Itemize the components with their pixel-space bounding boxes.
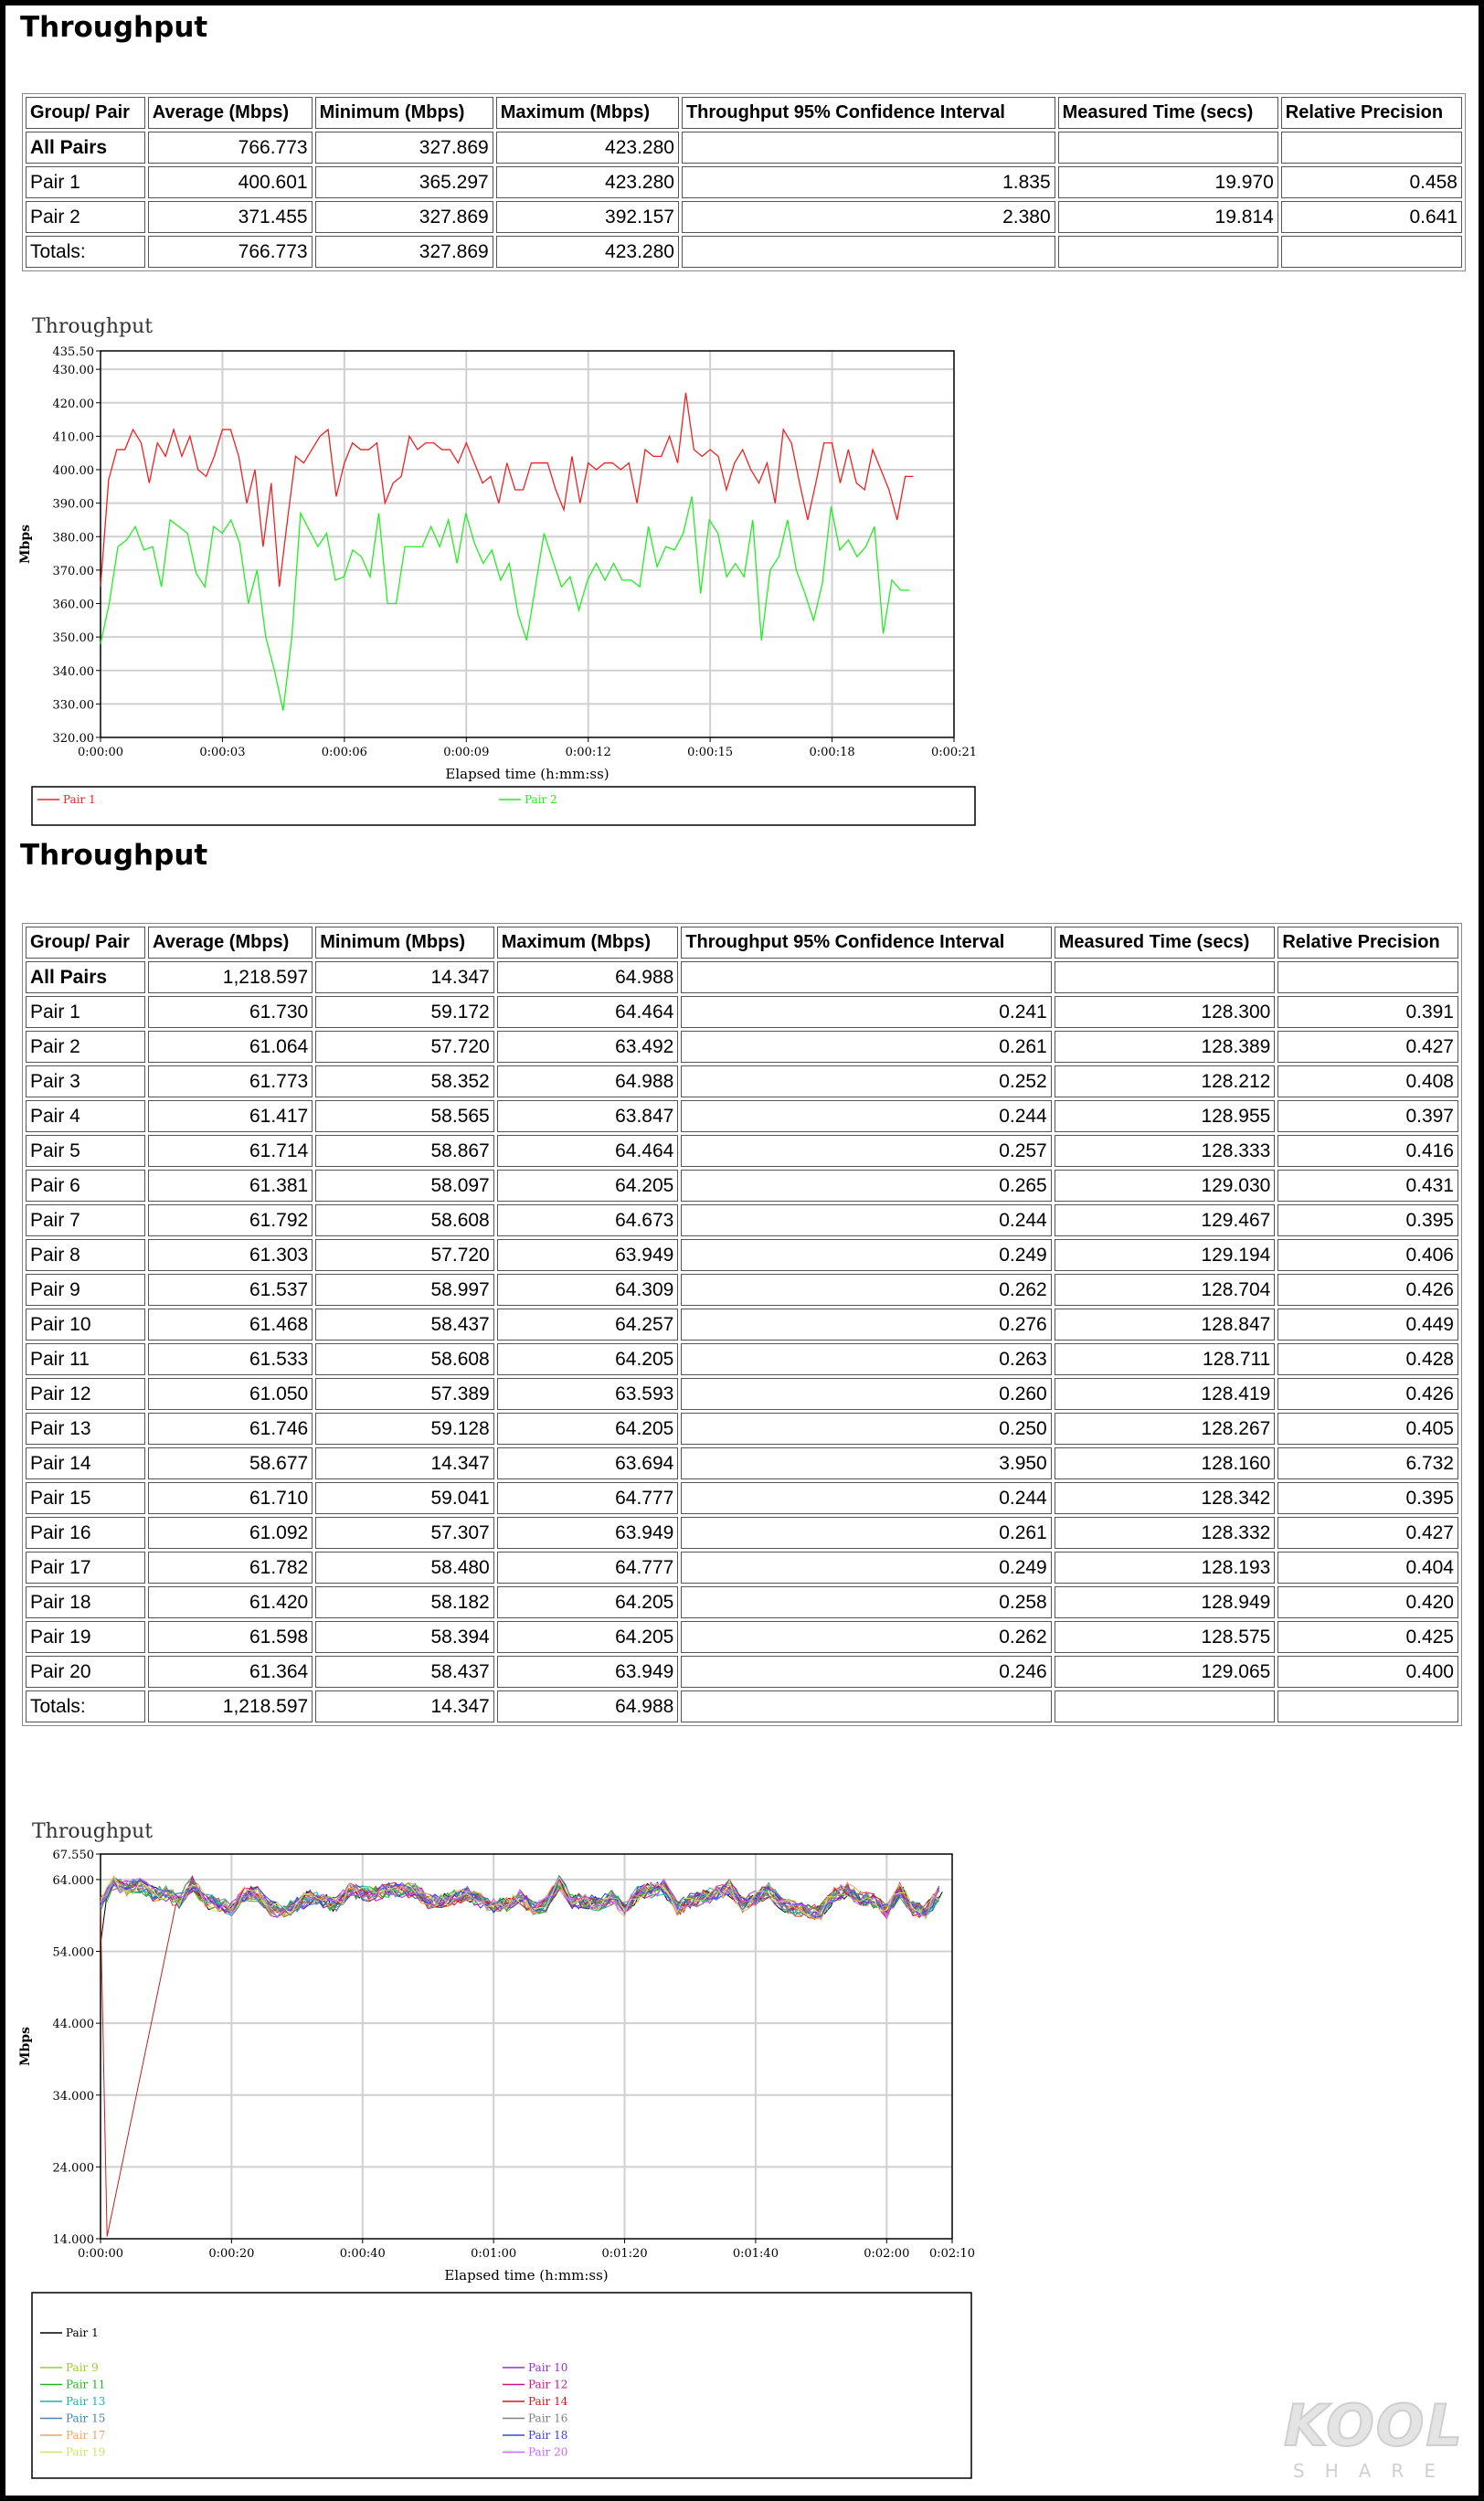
table-cell: 14.347 — [315, 1690, 494, 1722]
table-cell: 128.300 — [1055, 996, 1276, 1028]
x-tick-label: 0:00:15 — [687, 746, 734, 759]
table-row — [26, 1239, 1458, 1271]
table-cell: 128.342 — [1055, 1482, 1276, 1514]
table-cell: 64.988 — [497, 961, 679, 993]
table-cell: 61.468 — [148, 1309, 313, 1341]
y-tick-label: 34.000 — [52, 2089, 94, 2104]
table-cell: 61.746 — [148, 1413, 313, 1445]
x-tick-label: 0:02:10 — [928, 2247, 976, 2261]
table-cell: 128.160 — [1055, 1447, 1276, 1479]
table-cell: 2.380 — [682, 201, 1055, 233]
table-cell: 58.997 — [315, 1274, 494, 1306]
table-cell: 64.257 — [497, 1309, 679, 1341]
legend-box — [32, 787, 975, 825]
table-cell: 58.437 — [315, 1656, 494, 1688]
table-cell: 64.464 — [497, 996, 679, 1028]
table-cell: 61.417 — [148, 1100, 313, 1132]
table-cell: 58.480 — [315, 1552, 494, 1584]
y-tick-label: 340.00 — [52, 664, 94, 679]
table-cell: 128.704 — [1055, 1274, 1276, 1306]
table-cell: 128.267 — [1055, 1413, 1276, 1445]
table-cell: 0.431 — [1277, 1170, 1458, 1202]
table-cell: 61.533 — [148, 1343, 313, 1375]
table-cell: 0.262 — [681, 1274, 1051, 1306]
legend-label: Pair 9 — [66, 2361, 99, 2374]
table-cell: 400.601 — [148, 166, 313, 198]
column-header: Relative Precision — [1281, 97, 1462, 129]
y-tick-label: 430.00 — [52, 364, 94, 378]
table-cell: 365.297 — [315, 166, 493, 198]
legend-label: Pair 19 — [66, 2445, 106, 2459]
y-tick-label: 390.00 — [52, 497, 94, 512]
table-cell: 0.395 — [1277, 1482, 1458, 1514]
table-cell: 61.420 — [148, 1586, 313, 1618]
x-axis-label: Elapsed time (h:mm:ss) — [445, 766, 610, 782]
y-tick-label: 24.000 — [52, 2161, 94, 2176]
table-cell: 61.537 — [148, 1274, 313, 1306]
table-cell: 3.950 — [681, 1447, 1051, 1479]
table-cell — [1281, 236, 1462, 268]
table-cell: 129.065 — [1055, 1656, 1276, 1688]
y-tick-label: 410.00 — [52, 430, 94, 445]
table-cell: 0.395 — [1277, 1204, 1458, 1236]
column-header: Throughput 95% Confidence Interval — [681, 927, 1051, 959]
table-row — [26, 166, 1462, 198]
table-cell: 0.416 — [1277, 1135, 1458, 1167]
x-tick-label: 0:00:18 — [809, 746, 855, 759]
legend-label: Pair 1 — [63, 793, 96, 806]
table-cell: 0.426 — [1277, 1378, 1458, 1410]
table-cell: 64.205 — [497, 1343, 679, 1375]
table-cell: 128.389 — [1055, 1031, 1276, 1063]
x-tick-label: 0:01:40 — [732, 2247, 779, 2261]
row-label: Totals: — [26, 1690, 145, 1722]
table-row — [26, 1135, 1458, 1167]
column-header: Measured Time (secs) — [1058, 97, 1278, 129]
table-cell: 0.244 — [681, 1482, 1051, 1514]
table-cell: 59.041 — [315, 1482, 494, 1514]
row-label: Totals: — [26, 236, 145, 268]
legend-label: Pair 16 — [528, 2411, 568, 2425]
table-cell: 0.391 — [1277, 996, 1458, 1028]
table-cell: 61.364 — [148, 1656, 313, 1688]
table-cell: 0.276 — [681, 1309, 1051, 1341]
table-row — [26, 1100, 1458, 1132]
table-cell: 59.172 — [315, 996, 494, 1028]
table-cell: 0.258 — [681, 1586, 1051, 1618]
table-cell: 64.205 — [497, 1170, 679, 1202]
table-cell — [1058, 132, 1278, 164]
table-cell: 327.869 — [315, 236, 493, 268]
table-cell: 0.261 — [681, 1031, 1051, 1063]
table-cell: 128.949 — [1055, 1586, 1276, 1618]
table-row — [26, 1552, 1458, 1584]
table-row — [26, 1274, 1458, 1306]
table-cell: 423.280 — [496, 132, 679, 164]
table-cell: 61.381 — [148, 1170, 313, 1202]
table-cell — [1055, 1690, 1276, 1722]
table-row — [26, 1065, 1458, 1097]
table-row — [26, 996, 1458, 1028]
row-label: Pair 3 — [26, 1065, 145, 1097]
table-cell: 58.097 — [315, 1170, 494, 1202]
table-cell — [682, 236, 1055, 268]
y-axis-label: Mbps — [18, 2027, 33, 2066]
table-row — [26, 1343, 1458, 1375]
table-row — [26, 1170, 1458, 1202]
table-cell: 0.427 — [1277, 1517, 1458, 1549]
column-header: Minimum (Mbps) — [315, 97, 493, 129]
table-cell: 0.425 — [1277, 1621, 1458, 1653]
x-tick-label: 0:00:09 — [443, 746, 490, 759]
section-title-2: Throughput — [20, 839, 208, 872]
table-cell: 128.575 — [1055, 1621, 1276, 1653]
table-cell: 61.598 — [148, 1621, 313, 1653]
table-cell: 0.261 — [681, 1517, 1051, 1549]
row-label: Pair 6 — [26, 1170, 145, 1202]
legend-label: Pair 10 — [528, 2361, 568, 2374]
table-cell: 58.677 — [148, 1447, 313, 1479]
table-cell: 61.303 — [148, 1239, 313, 1271]
table-cell: 58.608 — [315, 1204, 494, 1236]
chart-title: Throughput — [32, 1820, 154, 1843]
table-cell: 19.970 — [1058, 166, 1278, 198]
row-label: Pair 14 — [26, 1447, 145, 1479]
row-label: Pair 12 — [26, 1378, 145, 1410]
table-cell: 0.405 — [1277, 1413, 1458, 1445]
row-label: Pair 11 — [26, 1343, 145, 1375]
chart-title: Throughput — [32, 315, 154, 338]
row-label: Pair 1 — [26, 166, 145, 198]
legend-label: Pair 13 — [66, 2395, 106, 2408]
table-cell: 61.792 — [148, 1204, 313, 1236]
table-cell: 0.406 — [1277, 1239, 1458, 1271]
results-table-2 — [22, 923, 1462, 1726]
row-label: Pair 18 — [26, 1586, 145, 1618]
row-label: Pair 9 — [26, 1274, 145, 1306]
column-header: Average (Mbps) — [148, 97, 313, 129]
table-cell: 59.128 — [315, 1413, 494, 1445]
table-row — [26, 1690, 1458, 1722]
y-axis-label: Mbps — [18, 525, 33, 564]
table-row — [26, 961, 1458, 993]
x-tick-label: 0:00:00 — [77, 746, 124, 759]
table-cell: 0.408 — [1277, 1065, 1458, 1097]
y-tick-label: 64.000 — [52, 1873, 94, 1888]
table-cell: 128.711 — [1055, 1343, 1276, 1375]
table-cell: 58.867 — [315, 1135, 494, 1167]
table-cell: 1.835 — [682, 166, 1055, 198]
table-cell: 64.205 — [497, 1586, 679, 1618]
table-cell: 64.777 — [497, 1482, 679, 1514]
table-row — [26, 1517, 1458, 1549]
column-header: Throughput 95% Confidence Interval — [682, 97, 1055, 129]
table-cell: 0.244 — [681, 1204, 1051, 1236]
row-label: Pair 5 — [26, 1135, 145, 1167]
table-cell: 129.467 — [1055, 1204, 1276, 1236]
table-cell: 371.455 — [148, 201, 313, 233]
table-cell: 63.949 — [497, 1656, 679, 1688]
table-cell: 327.869 — [315, 201, 493, 233]
table-cell: 63.847 — [497, 1100, 679, 1132]
table-row — [26, 1621, 1458, 1653]
table-cell: 58.394 — [315, 1621, 494, 1653]
table-cell: 128.955 — [1055, 1100, 1276, 1132]
table-cell: 61.064 — [148, 1031, 313, 1063]
section-title-1: Throughput — [20, 11, 208, 44]
series-line-pair-14 — [101, 1878, 939, 2236]
table-cell — [1058, 236, 1278, 268]
x-tick-label: 0:00:00 — [77, 2247, 124, 2261]
table-cell: 0.400 — [1277, 1656, 1458, 1688]
table-row — [26, 1656, 1458, 1688]
column-header: Maximum (Mbps) — [497, 927, 679, 959]
table-cell: 61.730 — [148, 996, 313, 1028]
legend-box — [32, 2293, 971, 2478]
legend-label: Pair 12 — [528, 2378, 568, 2391]
legend-label: Pair 11 — [66, 2378, 106, 2391]
table-cell: 0.262 — [681, 1621, 1051, 1653]
table-cell: 64.777 — [497, 1552, 679, 1584]
table-cell: 0.244 — [681, 1100, 1051, 1132]
throughput-chart-1 — [18, 302, 979, 832]
table-cell — [681, 1690, 1051, 1722]
x-axis-label: Elapsed time (h:mm:ss) — [444, 2267, 609, 2284]
row-label: Pair 15 — [26, 1482, 145, 1514]
table-cell: 0.426 — [1277, 1274, 1458, 1306]
row-label: Pair 8 — [26, 1239, 145, 1271]
y-tick-label: 44.000 — [52, 2018, 94, 2032]
table-cell — [681, 961, 1051, 993]
table-cell: 0.458 — [1281, 166, 1462, 198]
table-cell: 0.428 — [1277, 1343, 1458, 1375]
table-cell: 61.092 — [148, 1517, 313, 1549]
table-cell: 129.030 — [1055, 1170, 1276, 1202]
row-label: All Pairs — [26, 132, 145, 164]
table-cell: 766.773 — [148, 236, 313, 268]
y-tick-label: 67.550 — [52, 1849, 94, 1862]
y-tick-label: 330.00 — [52, 698, 94, 713]
kool-share-watermark — [1284, 2392, 1476, 2487]
table-row — [26, 1447, 1458, 1479]
table-cell: 57.389 — [315, 1378, 494, 1410]
table-cell: 392.157 — [496, 201, 679, 233]
row-label: All Pairs — [26, 961, 145, 993]
x-tick-label: 0:00:06 — [321, 746, 367, 759]
table-cell: 58.182 — [315, 1586, 494, 1618]
row-label: Pair 10 — [26, 1309, 145, 1341]
x-tick-label: 0:00:20 — [208, 2247, 255, 2261]
y-tick-label: 370.00 — [52, 564, 94, 578]
table-cell: 1,218.597 — [148, 1690, 313, 1722]
y-tick-label: 435.50 — [52, 345, 94, 359]
table-cell: 6.732 — [1277, 1447, 1458, 1479]
table-cell: 63.593 — [497, 1378, 679, 1410]
row-label: Pair 2 — [26, 1031, 145, 1063]
row-label: Pair 2 — [26, 201, 145, 233]
table-cell: 14.347 — [315, 961, 494, 993]
x-tick-label: 0:00:21 — [930, 746, 978, 759]
table-row — [26, 1031, 1458, 1063]
table-cell: 0.641 — [1281, 201, 1462, 233]
table-cell: 0.397 — [1277, 1100, 1458, 1132]
column-header: Relative Precision — [1277, 927, 1458, 959]
x-tick-label: 0:00:40 — [339, 2247, 386, 2261]
table-cell — [1281, 132, 1462, 164]
table-cell: 64.205 — [497, 1413, 679, 1445]
column-header: Average (Mbps) — [148, 927, 313, 959]
table-cell: 0.404 — [1277, 1552, 1458, 1584]
plot-area — [101, 351, 954, 737]
table-cell: 64.309 — [497, 1274, 679, 1306]
table-row — [26, 1204, 1458, 1236]
table-cell: 0.420 — [1277, 1586, 1458, 1618]
x-tick-label: 0:00:03 — [199, 746, 246, 759]
table-cell: 63.949 — [497, 1517, 679, 1549]
table-header-row — [26, 927, 1458, 959]
table-cell: 423.280 — [496, 166, 679, 198]
table-cell — [1277, 1690, 1458, 1722]
table-cell: 63.694 — [497, 1447, 679, 1479]
y-tick-label: 380.00 — [52, 531, 94, 546]
y-tick-label: 54.000 — [52, 1945, 94, 1960]
table-row — [26, 201, 1462, 233]
throughput-chart-2 — [18, 1814, 979, 2485]
table-cell — [1055, 961, 1276, 993]
x-tick-label: 0:00:12 — [565, 746, 611, 759]
table-cell: 128.193 — [1055, 1552, 1276, 1584]
row-label: Pair 13 — [26, 1413, 145, 1445]
table-cell: 64.673 — [497, 1204, 679, 1236]
table-cell: 128.332 — [1055, 1517, 1276, 1549]
results-table-1 — [22, 93, 1466, 271]
table-cell — [1277, 961, 1458, 993]
row-label: Pair 19 — [26, 1621, 145, 1653]
column-header: Maximum (Mbps) — [496, 97, 679, 129]
row-label: Pair 1 — [26, 996, 145, 1028]
table-cell: 58.608 — [315, 1343, 494, 1375]
table-cell: 423.280 — [496, 236, 679, 268]
table-row — [26, 132, 1462, 164]
table-cell: 61.050 — [148, 1378, 313, 1410]
table-cell: 61.714 — [148, 1135, 313, 1167]
table-row — [26, 1378, 1458, 1410]
y-tick-label: 360.00 — [52, 598, 94, 612]
row-label: Pair 17 — [26, 1552, 145, 1584]
table-cell: 0.249 — [681, 1239, 1051, 1271]
row-label: Pair 4 — [26, 1100, 145, 1132]
table-cell: 58.565 — [315, 1100, 494, 1132]
table-cell: 14.347 — [315, 1447, 494, 1479]
legend-label: Pair 14 — [528, 2395, 568, 2408]
table-row — [26, 236, 1462, 268]
table-cell: 0.241 — [681, 996, 1051, 1028]
table-cell: 61.773 — [148, 1065, 313, 1097]
legend-label: Pair 17 — [66, 2429, 106, 2442]
x-tick-label: 0:01:20 — [601, 2247, 648, 2261]
table-cell: 64.988 — [497, 1690, 679, 1722]
table-cell: 128.333 — [1055, 1135, 1276, 1167]
column-header: Group/ Pair — [26, 97, 145, 129]
legend-label: Pair 2 — [525, 793, 557, 806]
table-cell: 327.869 — [315, 132, 493, 164]
column-header: Measured Time (secs) — [1055, 927, 1276, 959]
table-row — [26, 1482, 1458, 1514]
y-tick-label: 350.00 — [52, 631, 94, 646]
table-cell: 57.720 — [315, 1239, 494, 1271]
table-cell: 61.782 — [148, 1552, 313, 1584]
table-row — [26, 1309, 1458, 1341]
table-cell: 61.710 — [148, 1482, 313, 1514]
table-cell: 129.194 — [1055, 1239, 1276, 1271]
table-cell: 0.249 — [681, 1552, 1051, 1584]
table-cell: 0.260 — [681, 1378, 1051, 1410]
row-label: Pair 16 — [26, 1517, 145, 1549]
table-row — [26, 1413, 1458, 1445]
table-cell: 128.419 — [1055, 1378, 1276, 1410]
legend-label: Pair 18 — [528, 2429, 568, 2442]
table-cell: 64.464 — [497, 1135, 679, 1167]
table-header-row — [26, 97, 1462, 129]
table-cell: 1,218.597 — [148, 961, 313, 993]
table-cell: 63.492 — [497, 1031, 679, 1063]
table-cell: 128.212 — [1055, 1065, 1276, 1097]
table-cell: 128.847 — [1055, 1309, 1276, 1341]
table-cell: 58.437 — [315, 1309, 494, 1341]
table-cell: 0.427 — [1277, 1031, 1458, 1063]
table-cell: 0.263 — [681, 1343, 1051, 1375]
table-cell: 0.246 — [681, 1656, 1051, 1688]
row-label: Pair 20 — [26, 1656, 145, 1688]
y-tick-label: 420.00 — [52, 397, 94, 411]
table-cell: 0.449 — [1277, 1309, 1458, 1341]
column-header: Minimum (Mbps) — [315, 927, 494, 959]
x-tick-label: 0:02:00 — [864, 2247, 910, 2261]
table-row — [26, 1586, 1458, 1618]
y-tick-label: 14.000 — [52, 2233, 94, 2247]
legend-label: Pair 20 — [528, 2445, 568, 2459]
table-cell: 57.307 — [315, 1517, 494, 1549]
legend-label: Pair 15 — [66, 2411, 106, 2425]
table-cell: 64.988 — [497, 1065, 679, 1097]
table-cell: 0.265 — [681, 1170, 1051, 1202]
table-cell: 58.352 — [315, 1065, 494, 1097]
row-label: Pair 7 — [26, 1204, 145, 1236]
table-cell: 64.205 — [497, 1621, 679, 1653]
table-cell: 766.773 — [148, 132, 313, 164]
table-cell: 0.257 — [681, 1135, 1051, 1167]
table-cell: 57.720 — [315, 1031, 494, 1063]
table-cell: 19.814 — [1058, 201, 1278, 233]
legend-label: Pair 1 — [66, 2326, 99, 2339]
watermark-sub: SHARE — [1293, 2460, 1456, 2482]
watermark-main: KOOL — [1284, 2392, 1464, 2459]
table-cell: 0.250 — [681, 1413, 1051, 1445]
table-cell: 63.949 — [497, 1239, 679, 1271]
y-tick-label: 400.00 — [52, 464, 94, 479]
y-tick-label: 320.00 — [52, 732, 94, 746]
x-tick-label: 0:01:00 — [471, 2247, 517, 2261]
table-cell — [682, 132, 1055, 164]
column-header: Group/ Pair — [26, 927, 145, 959]
table-cell: 0.252 — [681, 1065, 1051, 1097]
